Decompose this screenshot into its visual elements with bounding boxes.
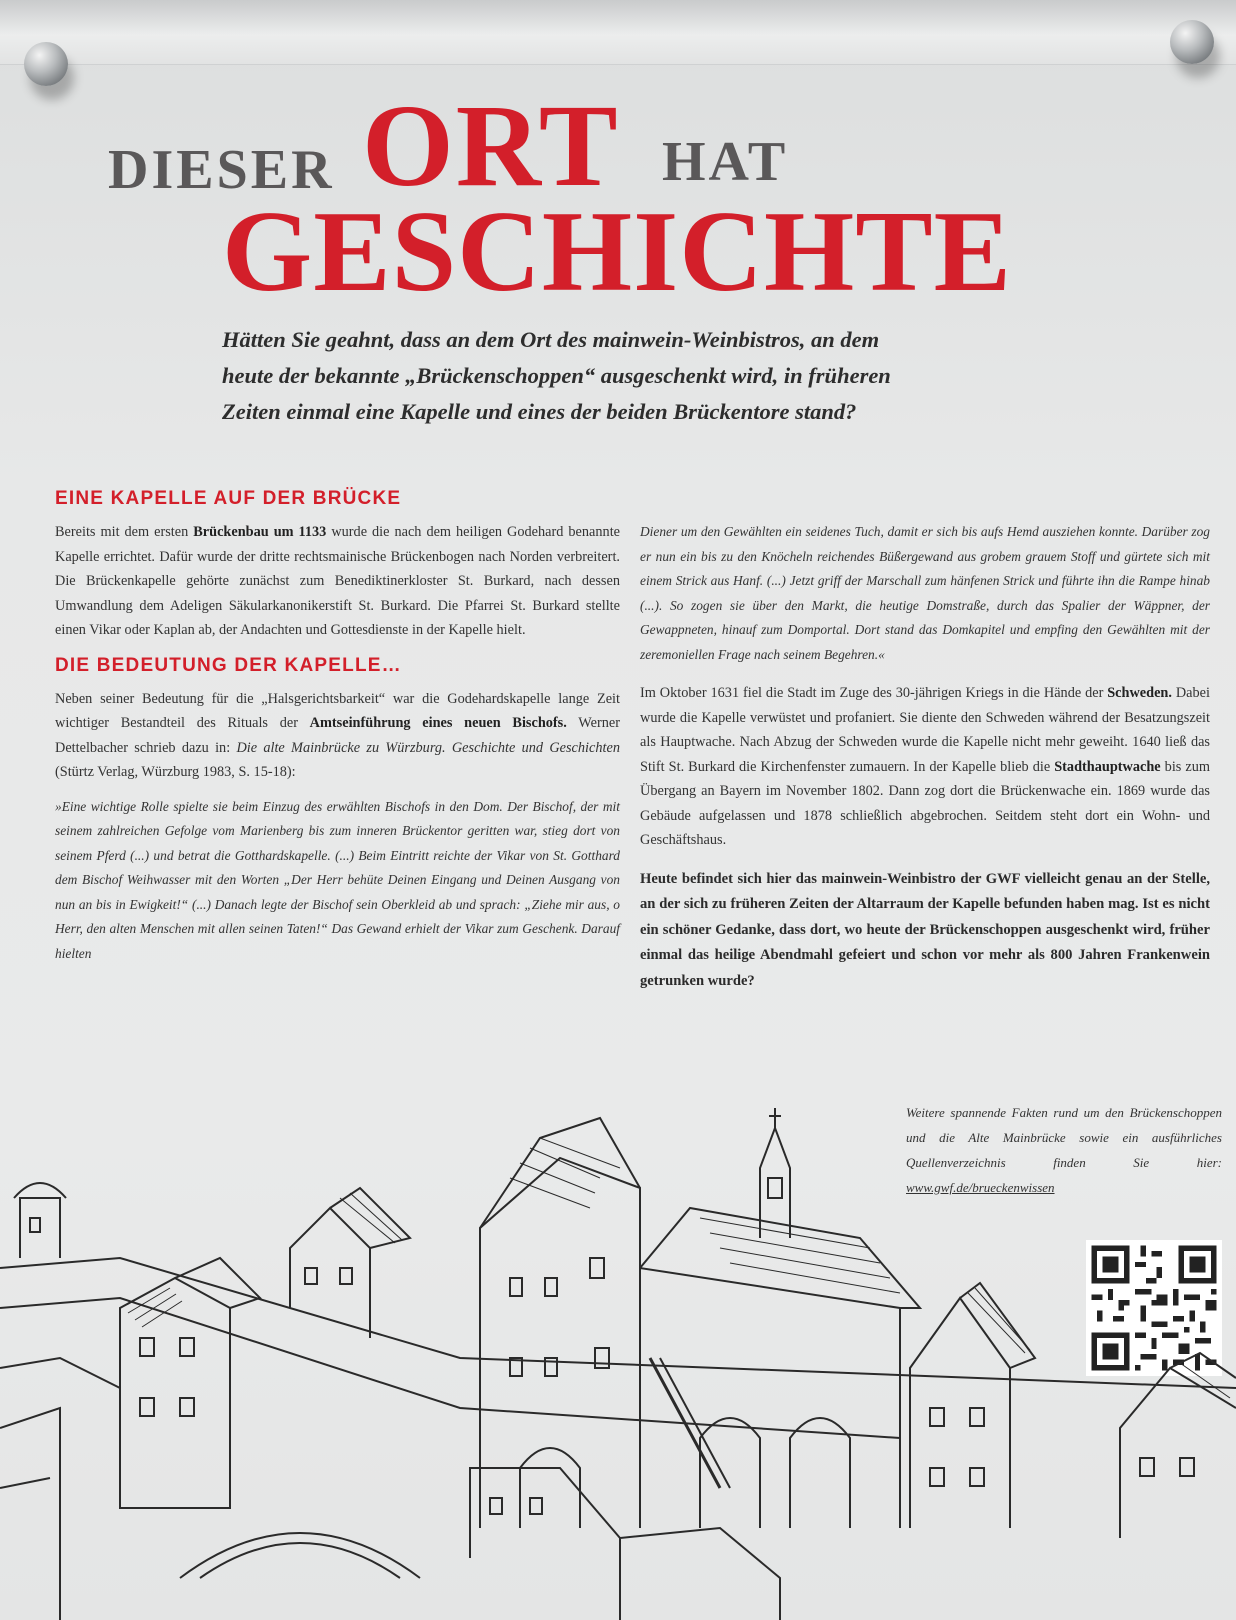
- title-ort: ORT: [362, 80, 620, 211]
- mounting-screw-right: [1170, 20, 1214, 64]
- intro-line: Zeiten einmal eine Kapelle und eines der beiden Brückentore stand?: [222, 399, 857, 424]
- section-body-bedeutung: Neben seiner Bedeutung für die „Halsgerichtsbarkeit“ war die Godehardskapelle lange Zeit wichtiger Bestandteil des Rituals der Amtseinführung eines neuen Bischofs. Werner Dettelbacher schrieb dazu in: Die alte Mainbrücke zu Würzburg. Geschichte und Geschichten (Stürtz Verlag, Würzburg 1983, S. 15-18):: [55, 690, 620, 780]
- closing-paragraph: Heute befindet sich hier das mainwein-Weinbistro der GWF vielleicht genau an der Stelle, an der sich zu früheren Zeiten der Altarraum der Kapelle befunden haben mag. Ist es nicht ein schöner Gedanke, dass dort, wo heute der Brückenschoppen ausgeschenkt wird, früher einmal das heilige Abendmahl gefeiert und schon vor mehr als 800 Jahren Frankenwein getrunken wurde?: [640, 870, 1210, 989]
- house-far-right: [1120, 1353, 1236, 1538]
- quote-dettelbacher: »Eine wichtige Rolle spielte sie beim Einzug des erwählten Bischofs in den Dom. Der Bischof, der mit seinem zahlreichen Gefolge vom Marienberg bis zum inneren Brückentor geritten war, stieg dort von seinem Pferd (...) und betrat die Gotthardskapelle. (...) Beim Eintritt reichte der Vikar von St. Gotthard dem Bischof Weihwasser mit den Worten „Der Herr behüte Deinen Eingang und Deinen Ausgang von nun an bis in Ewigkeit!“ (...) Danach legte der Bischof sein Oberkleid ab und sprach: „Ziehe mir aus, o Herr, den alten Menschen mit allen seinen Taten!“ Das Gewand erhielt der Vikar zum Geschenk. Darauf hielten: [55, 798, 620, 961]
- tower-left: [14, 1183, 66, 1258]
- gate-tower: [480, 1118, 640, 1528]
- quote-continuation: Diener um den Gewählten ein seidenes Tuch, damit er sich bis aufs Hemd ausziehen konnte. Darüber zog er nun ein bis zu den Knöcheln reichendes Büßergewand aus grobem grauem Stoff und gürtete sich mit einem Strick aus Hanf. (...) Jetzt griff der Marschall zum hänfenen Strick und führte ihn die Rampe hinab (...). So zogen sie über den Markt, die heutige Domstraße, durch das Spalier der Wäppner, der Gewappneten, hinauf zum Domportal. Dort stand das Domkapitel und empfing den Gewählten mit der zeremoniellen Frage nach seinem Begehren.«: [640, 524, 1210, 662]
- section-heading-kapelle: EINE KAPELLE AUF DER BRÜCKE: [55, 488, 402, 509]
- history-paragraph: Im Oktober 1631 fiel die Stadt im Zuge des 30-jährigen Kriegs in die Hände der Schweden. Dabei wurde die Kapelle verwüstet und profaniert. Sie diente den Schweden während der Besatzungszeit als Hauptwache. Nach Abzug der Schweden wurde die Kapelle nicht mehr geweiht. 1640 ließ das Stift St. Burkard die Kirchenfenster zumauern. In der Kapelle blieb die Stadthauptwache bis zum Übergang an Bayern im November 1802. Dann zog dort die Brückenwache ein. 1869 wurde das Gebäude aufgelassen und 1878 schließlich abgebrochen. Seitdem steht dort ein Wohn- und Geschäftshaus.: [640, 685, 1210, 848]
- mounting-screw-left: [24, 42, 68, 86]
- bridge-deck: [0, 1258, 1236, 1578]
- title-geschichte: GESCHICHTE: [222, 188, 1012, 316]
- lower-buildings: [0, 1408, 780, 1620]
- section-heading-bedeutung: DIE BEDEUTUNG DER KAPELLE…: [55, 654, 402, 676]
- chapel: [640, 1108, 920, 1528]
- house-right: [910, 1283, 1035, 1528]
- right-column: [640, 520, 1210, 994]
- further-info-text: Weitere spannende Fakten rund um den Brückenschoppen und die Alte Mainbrücke sowie ein ausführliches Quellenverzeichnis finden Sie hier:: [906, 1105, 1222, 1170]
- house-left: [120, 1258, 260, 1508]
- intro-line: Hätten Sie geahnt, dass an dem Ort des mainwein-Weinbistros, an dem: [222, 327, 880, 352]
- website-link[interactable]: www.gwf.de/brueckenwissen: [906, 1180, 1055, 1195]
- bridge-illustration: [0, 1108, 1236, 1620]
- acrylic-top-edge: [0, 0, 1236, 65]
- house-mid: [290, 1188, 410, 1338]
- title-hat: HAT: [662, 131, 789, 193]
- left-column: [55, 488, 620, 966]
- intro-question: [222, 322, 1022, 430]
- title-dieser: DIESER: [108, 139, 335, 201]
- section-body-kapelle: Bereits mit dem ersten Brückenbau um 1133 wurde die nach dem heiligen Godehard benannte Kapelle errichtet. Dafür wurde der dritte rechtsmainische Brückenbogen nach Norden verbreitert. Die Brückenkapelle gehörte zunächst zum Benediktinerkloster St. Burkard, nach dessen Umwandlung dem Adeligen Säkularkanonikerstift St. Burkard. Die Pfarrei St. Burkard stellte einen Vikar oder Kaplan ab, der Andachten und Gottesdienste in der Kapelle hielt.: [55, 524, 621, 638]
- intro-line: heute der bekannte „Brückenschoppen“ ausgeschenkt wird, in früheren: [222, 363, 891, 388]
